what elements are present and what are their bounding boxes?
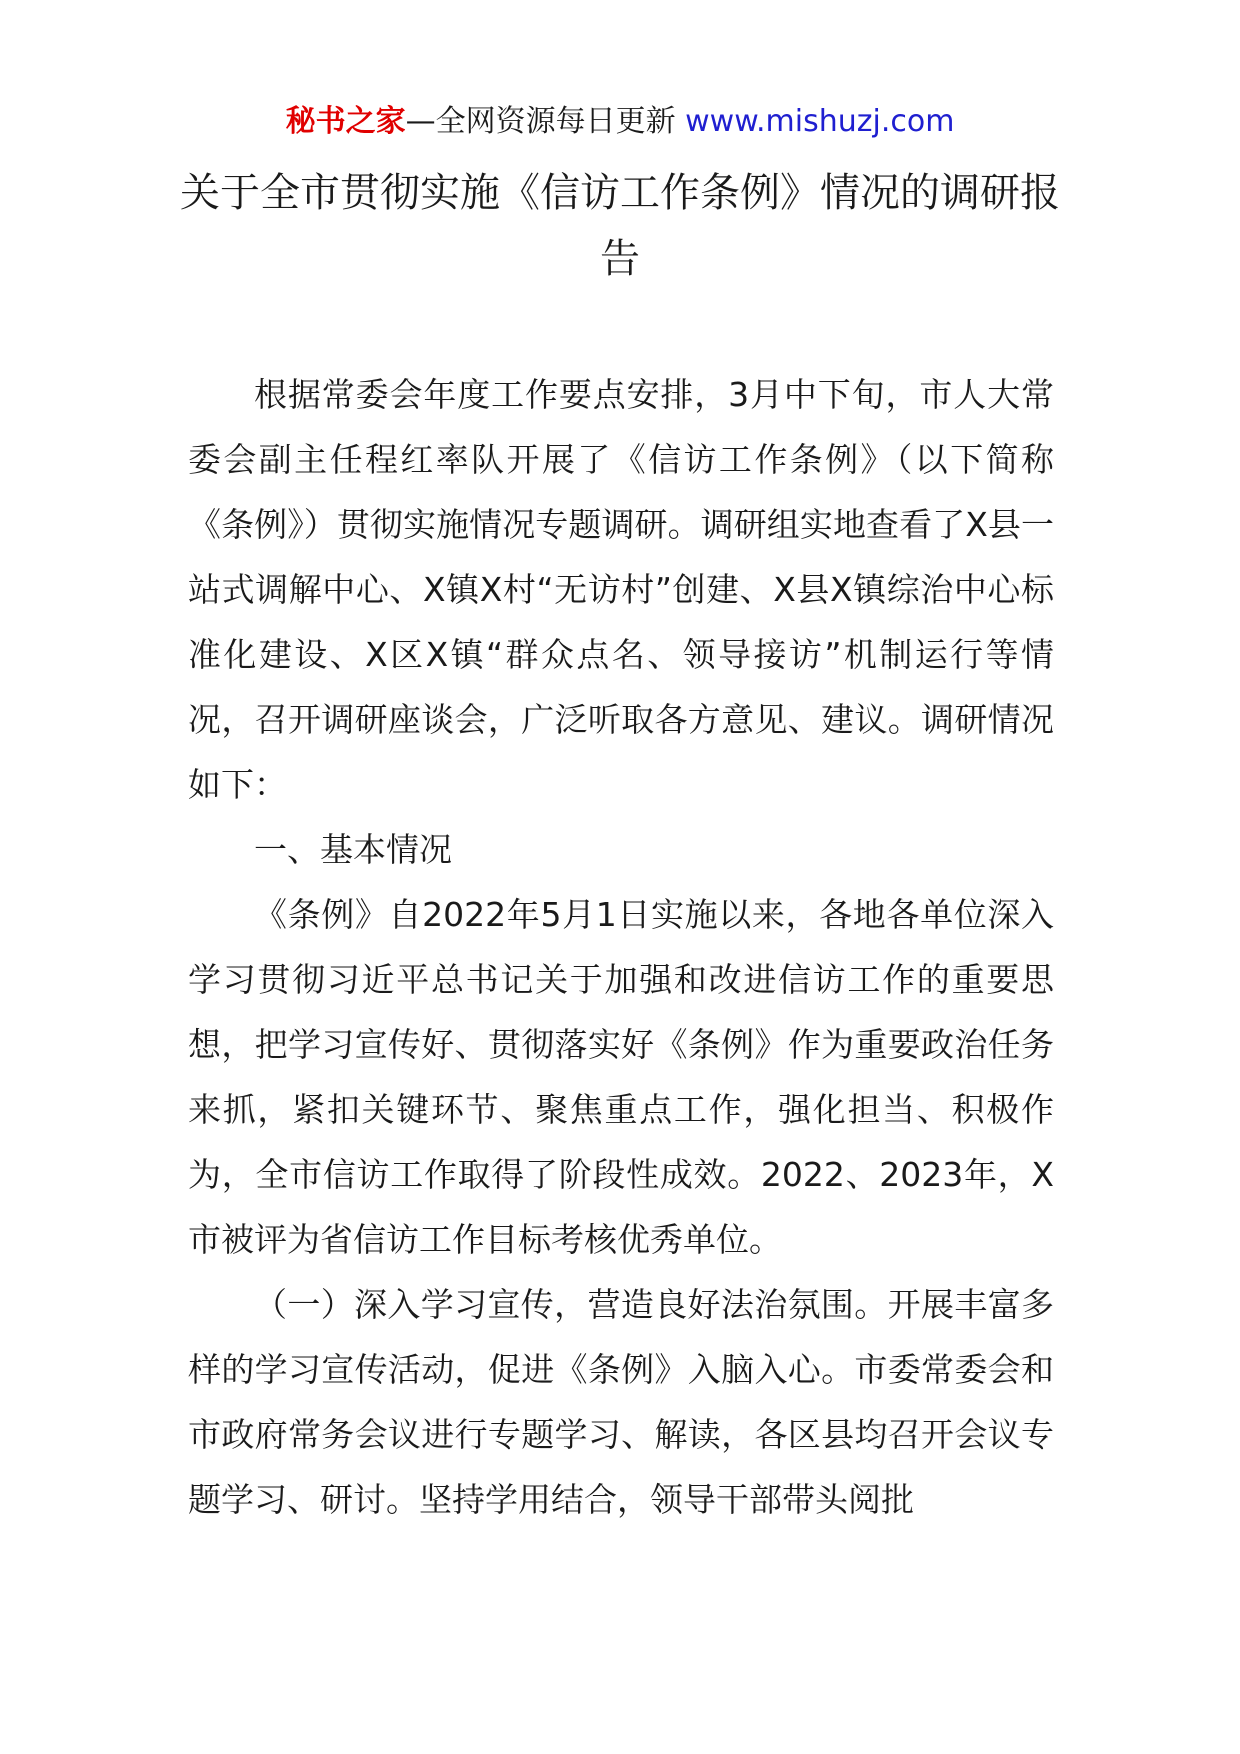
brand-name: 秘书之家 (285, 104, 406, 139)
paragraph-intro: 根据常委会年度工作要点安排，3月中下旬，市人大常委会副主任程红率队开展了《信访工作条例》（以下简称《条例》）贯彻实施情况专题调研。调研组实地查看了X县一站式调解中心、X镇X村“无访村”创建、X县X镇综治中心标准化建设、X区X镇“群众点名、领导接访”机制运行等情况，召开调研座谈会，广泛听取各方意见、建议。调研情况如下： (188, 375, 1054, 804)
document-body (188, 362, 1054, 1532)
paragraph-basic-situation: 《条例》自2022年5月1日实施以来，各地各单位深入学习贯彻习近平总书记关于加强和改进信访工作的重要思想，把学习宣传好、贯彻落实好《条例》作为重要政治任务来抓，紧扣关键环节、聚焦重点工作，强化担当、积极作为，全市信访工作取得了阶段性成效。2022、2023年，X市被评为省信访工作目标考核优秀单位。 (188, 895, 1054, 1259)
site-link[interactable]: www.mishuzj.com (685, 104, 955, 139)
brand-tagline: —全网资源每日更新 (405, 104, 676, 139)
document-title: 关于全市贯彻实施《信访工作条例》情况的调研报告 (180, 170, 1060, 282)
watermark-header (0, 102, 1240, 142)
section-heading-basic: 一、基本情况 (254, 830, 452, 869)
paragraph-study-publicity: （一）深入学习宣传，营造良好法治氛围。开展丰富多样的学习宣传活动，促进《条例》入脑入心。市委常委会和市政府常务会议进行专题学习、解读，各区县均召开会议专题学习、研讨。坚持学用结合，领导干部带头阅批 (188, 1285, 1054, 1519)
